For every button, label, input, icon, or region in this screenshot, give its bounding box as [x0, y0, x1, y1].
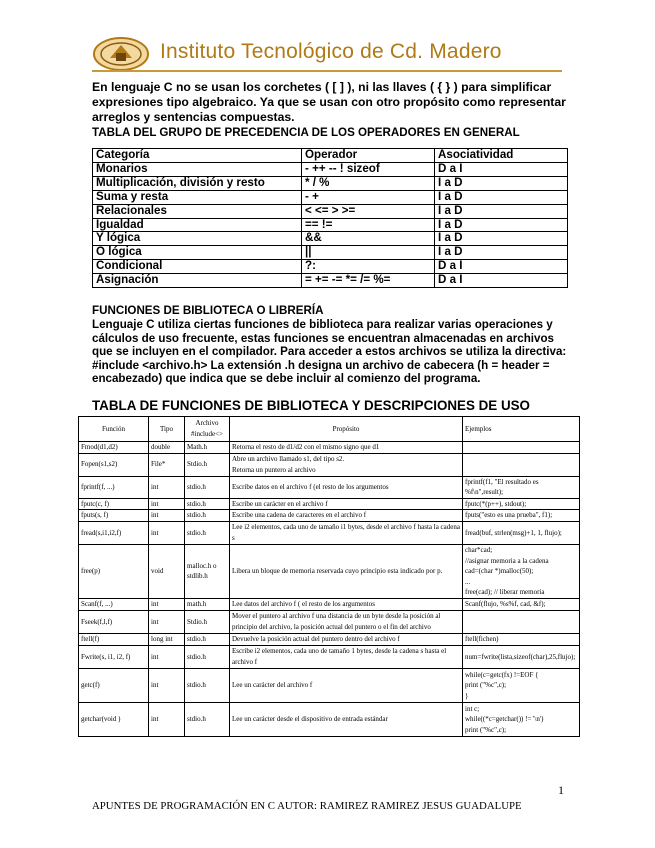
category-cell: Multiplicación, división y resto [93, 176, 302, 190]
associativity-cell: I a D [435, 246, 568, 260]
associativity-cell: I a D [435, 218, 568, 232]
header-file-cell: stdio.h [185, 510, 230, 522]
function-cell: fprintf(f, ...) [79, 476, 149, 498]
header-file-cell: stdio.h [185, 498, 230, 510]
precedence-row [93, 176, 568, 190]
example-cell: num=fwrite(lista,sizeof(char),25,flujo); [463, 645, 580, 668]
functions-heading: TABLA DE FUNCIONES DE BIBLIOTECA Y DESCRIPCIONES DE USO [92, 398, 530, 413]
type-cell: double [149, 442, 185, 454]
function-cell: ftell(f) [79, 633, 149, 645]
function-cell: getc(f) [79, 668, 149, 702]
function-cell: fputs(s, f) [79, 510, 149, 522]
library-paragraph: Lenguaje C utiliza ciertas funciones de biblioteca para realizar varias operaciones y cálculos de uso frecuente, estas funciones se encuentran almacenadas en archivos que se incluyen en el compilador. Para acceder a estos archivos se utiliza la directiva: #include <archivo.h> La extensión .h designa un archivo de cabecera (h = header = encabezado) que indica que se debe incluir al comienzo del programa. [92, 318, 567, 386]
associativity-cell: I a D [435, 204, 568, 218]
associativity-cell: D a I [435, 260, 568, 274]
header-file-cell: stdio.h [185, 633, 230, 645]
header-file-cell: stdio.h [185, 521, 230, 544]
function-cell: Scanf(f, ...) [79, 598, 149, 610]
type-cell: int [149, 645, 185, 668]
type-cell: int [149, 521, 185, 544]
header-file-cell: Stdio.h [185, 610, 230, 633]
type-cell: int [149, 668, 185, 702]
precedence-row [93, 232, 568, 246]
operator-cell: - ++ -- ! sizeof [302, 162, 435, 176]
function-row [79, 544, 580, 598]
type-cell: int [149, 498, 185, 510]
purpose-cell: Lee un carácter desde el dispositivo de entrada estándar [230, 702, 463, 736]
function-row [79, 645, 580, 668]
operator-cell: Operador [302, 149, 435, 163]
function-cell: Fmod(d1,d2) [79, 442, 149, 454]
function-row [79, 668, 580, 702]
example-cell: fread(buf, strlen(msg)+1, 1, flujo); [463, 521, 580, 544]
type-cell: File* [149, 453, 185, 476]
operator-cell: || [302, 246, 435, 260]
associativity-cell: I a D [435, 232, 568, 246]
purpose-cell: Escribe datos en el archivo f (el resto de los argumentos [230, 476, 463, 498]
function-row [79, 598, 580, 610]
type-cell: int [149, 510, 185, 522]
precedence-row [93, 190, 568, 204]
institute-name: Instituto Tecnológico de Cd. Madero [160, 40, 502, 63]
example-cell: fputc(*(p++), stdout); [463, 498, 580, 510]
type-cell: int [149, 598, 185, 610]
precedence-table [92, 148, 568, 288]
column-header: Archivo #include<> [185, 417, 230, 442]
example-cell [463, 453, 580, 476]
type-cell: int [149, 476, 185, 498]
purpose-cell: Lee un carácter del archivo f [230, 668, 463, 702]
category-cell: Asignación [93, 274, 302, 288]
example-cell: while(c=getc(fx) !=EOF { print ("%c",c); } [463, 668, 580, 702]
category-cell: Relacionales [93, 204, 302, 218]
category-cell: Monarios [93, 162, 302, 176]
operator-cell: && [302, 232, 435, 246]
header-rule [92, 70, 562, 72]
precedence-row [93, 162, 568, 176]
institute-logo [92, 36, 150, 72]
purpose-cell: Escribe i2 elementos, cada uno de tamaño 1 bytes, desde la cadena s hasta el archivo f [230, 645, 463, 668]
column-header: Función [79, 417, 149, 442]
purpose-cell: Escribe una cadena de caracteres en el archivo f [230, 510, 463, 522]
header-file-cell: math.h [185, 598, 230, 610]
header-file-cell: stdio.h [185, 668, 230, 702]
page-footer: APUNTES DE PROGRAMACIÓN EN C AUTOR: RAMIREZ RAMIREZ JESUS GUADALUPE [92, 800, 522, 812]
function-row [79, 442, 580, 454]
category-cell: Suma y resta [93, 190, 302, 204]
precedence-header-row [93, 149, 568, 163]
operator-cell: - + [302, 190, 435, 204]
purpose-cell: Escribe un carácter en el archivo f [230, 498, 463, 510]
associativity-cell: D a I [435, 274, 568, 288]
functions-header-row [79, 417, 580, 442]
function-cell: getchar(void ) [79, 702, 149, 736]
example-cell: ftell(fichen) [463, 633, 580, 645]
header-file-cell: stdio.h [185, 702, 230, 736]
operator-cell: == != [302, 218, 435, 232]
type-cell: int [149, 610, 185, 633]
type-cell: void [149, 544, 185, 598]
example-cell: fputs("esto es una prueba", f1); [463, 510, 580, 522]
header-file-cell: malloc.h o stdlib.h [185, 544, 230, 598]
intro-paragraph: En lenguaje C no se usan los corchetes ( [ ] ), ni las llaves ( { } ) para simplificar expresiones tipo algebraico. Ya que se usan con otro propósito como representar arreglos y sentencias compuestas. [92, 80, 566, 124]
precedence-row [93, 218, 568, 232]
function-row [79, 610, 580, 633]
category-cell: Categoría [93, 149, 302, 163]
purpose-cell: Abre un archivo llamado s1, del tipo s2. Retorna un puntero al archivo [230, 453, 463, 476]
category-cell: Condicional [93, 260, 302, 274]
function-row [79, 702, 580, 736]
precedence-row [93, 274, 568, 288]
function-row [79, 476, 580, 498]
function-row [79, 521, 580, 544]
operator-cell: ?: [302, 260, 435, 274]
purpose-cell: Lee datos del archivo f ( el resto de los argumentos [230, 598, 463, 610]
precedence-heading: TABLA DEL GRUPO DE PRECEDENCIA DE LOS OPERADORES EN GENERAL [92, 126, 520, 139]
precedence-row [93, 246, 568, 260]
purpose-cell: Mover el puntero al archivo f una distancia de un byte desde la posición al principio del archivo, la posición actual del puntero o el fin del archivo [230, 610, 463, 633]
example-cell: fprintf(f1, "El resultado es %f\n",result); [463, 476, 580, 498]
example-cell: char*cad; //asignar memoria a la cadena cad=(char *)malloc(50); ... free(cad); // liberar memoria [463, 544, 580, 598]
precedence-row [93, 260, 568, 274]
category-cell: Igualdad [93, 218, 302, 232]
function-row [79, 510, 580, 522]
function-cell: Fopen(s1,s2) [79, 453, 149, 476]
operator-cell: = += -= *= /= %= [302, 274, 435, 288]
purpose-cell: Retorna el resto de d1/d2 con el mismo signo que d1 [230, 442, 463, 454]
type-cell: int [149, 702, 185, 736]
page-number: 1 [558, 783, 564, 797]
example-cell: Scanf(flujo, %s%f, cad, &f); [463, 598, 580, 610]
purpose-cell: Libera un bloque de memoria reservada cuyo principio esta indicado por p. [230, 544, 463, 598]
column-header: Propósito [230, 417, 463, 442]
type-cell: long int [149, 633, 185, 645]
header-file-cell: stdio.h [185, 645, 230, 668]
function-cell: fread(s,i1,i2,f) [79, 521, 149, 544]
header-file-cell: Stdio.h [185, 453, 230, 476]
example-cell [463, 610, 580, 633]
function-cell: Fseek(f,l,f) [79, 610, 149, 633]
purpose-cell: Devuelve la posición actual del puntero dentro del archivo f [230, 633, 463, 645]
function-cell: fputc(c, f) [79, 498, 149, 510]
example-cell [463, 442, 580, 454]
associativity-cell: D a I [435, 162, 568, 176]
header-file-cell: stdio.h [185, 476, 230, 498]
operator-cell: < <= > >= [302, 204, 435, 218]
function-cell: Fwrite(s, i1, i2, f) [79, 645, 149, 668]
precedence-row [93, 204, 568, 218]
functions-table [78, 416, 580, 737]
associativity-cell: I a D [435, 176, 568, 190]
library-heading: FUNCIONES DE BIBLIOTECA O LIBRERÍA [92, 304, 324, 317]
category-cell: Y lógica [93, 232, 302, 246]
function-row [79, 498, 580, 510]
function-row [79, 453, 580, 476]
purpose-cell: Lee i2 elementos, cada uno de tamaño i1 bytes, desde el archivo f hasta la cadena s [230, 521, 463, 544]
associativity-cell: Asociatividad [435, 149, 568, 163]
column-header: Tipo [149, 417, 185, 442]
function-cell: free(p) [79, 544, 149, 598]
header-file-cell: Math.h [185, 442, 230, 454]
column-header: Ejemplos [463, 417, 580, 442]
function-row [79, 633, 580, 645]
example-cell: int c; while((*c=getchar()) != '\n') print ("%c",c); [463, 702, 580, 736]
associativity-cell: I a D [435, 190, 568, 204]
category-cell: O lógica [93, 246, 302, 260]
operator-cell: * / % [302, 176, 435, 190]
